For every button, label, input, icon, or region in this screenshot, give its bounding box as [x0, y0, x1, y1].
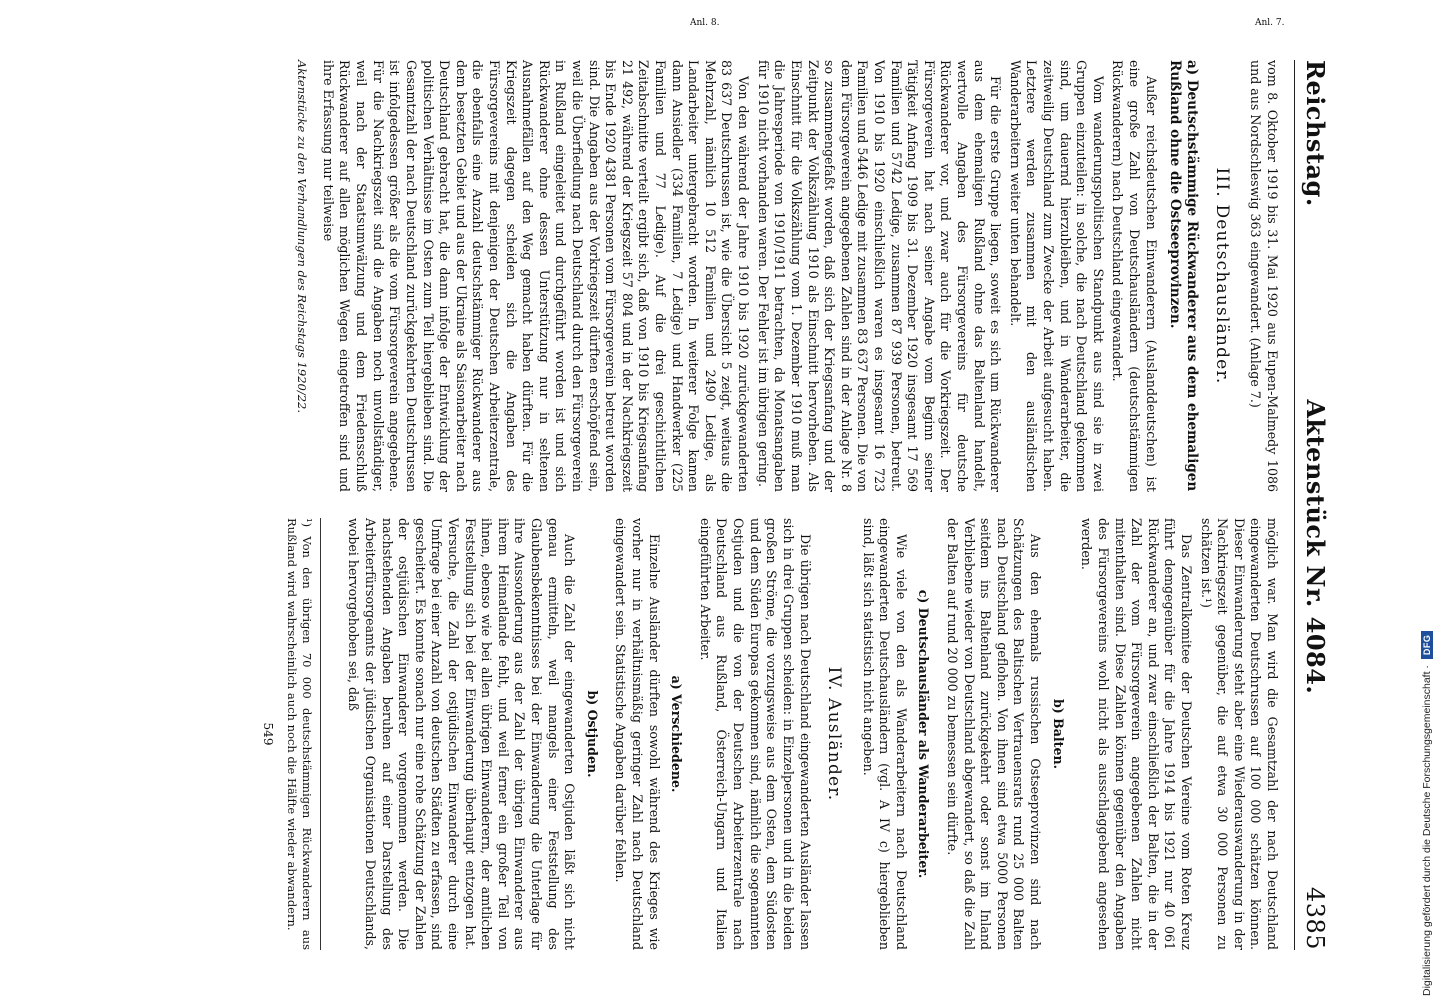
paragraph: Die übrigen nach Deutschland eingewanderten Ausländer lassen sich in drei Gruppen scheiden: in Einzelpersonen und in die beiden großen Ströme, die vorzugsweise aus dem Osten, dem Südosten und dem Süden Europas gekommen sind, nämlich die sogenannten Ostjuden und die von der Deutschen Arbeiterzentrale nach Deutschland aus Rußland, Österreich-Ungarn und Italien eingeführten Arbeiter.	[697, 518, 813, 950]
subheading-b-ostjuden: b) Ostjuden.	[584, 690, 600, 778]
subheading-a: a) Deutschstämmige Rückwanderer aus dem ehemaligen Rußland ohne die Ostseeprovinzen.	[1166, 60, 1201, 492]
page-header	[1294, 60, 1330, 950]
subheading-c: c) Deutschausländer als Wanderarbeiter.	[916, 589, 932, 879]
paragraph: Vom wanderungspolitischen Standpunkt aus sind sie in zwei Gruppen einzuteilen: in solche, die nach Deutschland gekommen sind, um dauernd hierzubleiben, und in Wanderarbeiter, die zeitweilig Deutschland zum Zwecke der Arbeit aufgesucht haben. Letztere werden zusammen mit den ausländischen Wanderarbeitern weiter unten behandelt.	[1007, 60, 1106, 492]
paragraph: Wie viele von den als Wanderarbeitern nach Deutschland eingewanderten Deutschausländern (vgl. A IV c) hiergeblieben sind, läßt sich statistisch nicht angeben.	[860, 518, 909, 950]
paragraph: möglich war. Man wird die Gesamtzahl der nach Deutschland eingewanderten Deutschrussen auf 100 000 schätzen können. Dieser Einwanderung steht aber eine Wiederauswanderung in der Nachkriegszeit gegenüber, die auf etwa 30 000 Personen zu schätzen ist.¹)	[1198, 518, 1280, 950]
side-notice-text-row	[1421, 36, 1433, 996]
paragraph: Aus den ehemals russischen Ostseeprovinzen sind nach Schätzungen des Baltischen Vertrauensrats rund 25 000 Balten nach Deutschland geflohen. Von ihnen sind etwa 5000 Personen seitdem ins Baltenland zurückgekehrt oder sonst im Inland Verbliebene wieder von Deutschland abgewandert, so daß die Zahl der Balten auf rund 20 000 zu bemessen sein dürfte.	[945, 518, 1044, 950]
header-left: Reichstag.	[1301, 60, 1330, 207]
footnote: ¹) Von den übrigen 70 000 deutschstämmigen Rückwanderern aus Rußland wird wahrscheinlich auch noch die Hälfte wieder abwandern.	[283, 518, 320, 950]
paragraph: Für die erste Gruppe liegen, soweit es sich um Rückwanderer aus dem ehemaligen Rußland ohne das Baltenland handelt, wertvolle Angaben des Fürsorgevereins für deutsche Rückwanderer vor, und zwar auch für die Vorkriegszeit. Der Fürsorgeverein hat nach seiner Angabe vom Beginn seiner Tätigkeit Anfang 1909 bis 31. Dezember 1920 insgesamt 17 569 Familien und 5742 Ledige, zusammen 87 939 Personen, betreut. Von 1910 bis 1920 einschließlich waren es insgesamt 16 723 Familien und 5446 Ledige mit zusammen 83 637 Personen. Die von dem Fürsorgeverein angegebenen Zahlen sind in der Anlage Nr. 8 so zusammengefaßt worden, daß sich der Kriegsanfang und der Zeitpunkt der Volkszählung 1910 als Einschnitt hervorheben. Als Einschnitt für die Volkszählung vom 1. Dezember 1910 muß man die Jahresperiode von 1910/1911 betrachten, da Monatsangaben für 1910 nicht vorhanden waren. Der Fehler ist im übrigen gering.	[755, 60, 1004, 492]
margin-note-anlage-8: Anl. 8.	[690, 18, 720, 28]
subheading-a-verschiedene: a) Verschiedene.	[669, 675, 685, 793]
right-column	[80, 518, 1280, 950]
section-heading-iv: IV. Ausländer.	[823, 666, 844, 802]
paragraph: vom 8. Oktober 1919 bis 31. Mai 1920 aus Eupen-Malmedy 1086 und aus Nordschleswig 363 eingewandert. (Anlage 7.)	[1248, 60, 1280, 492]
section-heading-iii: III. Deutschausländer.	[1211, 167, 1232, 385]
paragraph: Außer reichsdeutschen Einwanderern (Auslanddeutschen) ist eine große Zahl von Deutschausländern (deutschstämmigen Rückwanderern) nach Deutschland eingewandert.	[1110, 60, 1159, 492]
paragraph: Auch die Zahl der eingewanderten Ostjuden läßt sich nicht genau ermitteln, weil mangels einer Feststellung des Glaubensbekenntnisses bei der Einwanderung die Unterlage für ihre Aussonderung aus der Zahl der übrigen Einwanderer aus ihrem Heimatlande fehlt, und weil ferner ein großer Teil von ihnen, ebenso wie bei allen übrigen Einwanderern, der amtlichen Feststellung sich bei der Einwanderung überhaupt entzogen hat. Versuche, die Zahl der ostjüdischen Einwanderer durch eine Umfrage bei einer Anzahl von deutschen Städten zu erfassen, sind gescheitert. Es konnte sonach nur eine rohe Schätzung der Zahlen der ostjüdischen Einwanderer vorgenommen werden. Die nachstehenden Angaben beruhen auf einer Darstellung des Arbeiterfürsorgeamts der jüdischen Organisationen Deutschlands, wobei hervorgehoben sei, daß	[346, 518, 578, 950]
text-columns	[80, 60, 1280, 950]
left-column	[80, 60, 1280, 492]
header-title: Aktenstück Nr. 4084.	[1301, 399, 1330, 695]
funding-notice: Digitalisierung gefördert durch die Deutsche Forschungsgemeinschaft ·	[1421, 665, 1433, 996]
dfg-logo: DFG	[1421, 631, 1433, 660]
page-number: 4385	[1301, 886, 1329, 950]
paragraph: Das Zentralkomitee der Deutschen Vereine vom Roten Kreuz führt demgegenüber für die Jahre 1914 bis 1921 nur 40 061 Rückwanderer an, und zwar einschließlich der Balten, die in der Zahl der vom Fürsorgeverein angegebenen Zahlen nicht mitenthalten sind. Diese Zahlen können gegenüber den Angaben des Fürsorgevereins wohl nicht als ausschlaggebend angesehen werden.	[1079, 518, 1194, 950]
paragraph: Von den während der Jahre 1910 bis 1920 zurückgewanderten 83 637 Deutschrussen ist, wie die Übersicht 5 zeigt, weitaus die Mehrzahl, nämlich 10 512 Familien und 2490 Ledige, als Landarbeiter untergebracht worden. In weiterer Folge kamen dann Ansiedler (334 Familien, 7 Ledige) und Handwerker (225 Familien und 77 Ledige). Auf die drei geschichtlichen Zeitabschnitte verteilt ergibt sich, daß von 1910 bis Kriegsanfang 21 492, während der Kriegszeit 57 804 und in der Nachkriegszeit bis Ende 1920 4381 Personen vom Fürsorgeverein betreut worden sind. Die Angaben aus der Vorkriegszeit dürften erschöpfend sein, weil die Überfiedlung nach Deutschland durch den Fürsorgeverein in Rußland eingeleitet und durchgeführt worden ist und sich Rückwanderer ohne dessen Unterstützung nur in seltenen Ausnahmefällen auf den Weg gemacht haben dürften. Für die Kriegszeit dagegen scheiden sich die Angaben des Fürsorgevereins mit denjenigen der Deutschen Arbeiterzentrale, die ebenfalls eine Anzahl deutschstämmiger Rückwanderer aus dem besetzten Gebiet und aus der Ukraine als Saisonarbeiter nach Deutschland gebracht hat, die dann infolge der Entwicklung der politischen Verhältnisse im Osten zum Teil hiergeblieben sind. Die Gesamtzahl der nach Deutschland zurückgekehrten Deutschrussen ist infolgedessen größer als die vom Fürsorgeverein angegebene. Für die Nachkriegszeit sind die Angaben noch unvollständiger, weil nach der Staatsumwälzung und dem Friedensschluß Rückwanderer auf allen möglichen Wegen eingetroffen sind und ihre Erfassung nur teilweise	[320, 60, 752, 492]
subheading-b-balten: b) Balten.	[1050, 698, 1066, 770]
side-notice	[1393, 6, 1433, 996]
page-foot-number: 549	[261, 722, 276, 746]
margin-note-anlage-7: Anl. 7.	[1255, 18, 1285, 28]
source-footer: Aktenstücke zu den Verhandlungen des Reichstags 1920/22.	[295, 60, 310, 414]
paragraph: Einzelne Ausländer dürften sowohl während des Krieges wie vorher nur in verhältnismäßig geringer Zahl nach Deutschland eingewandert sein. Statistische Angaben darüber fehlen.	[613, 518, 662, 950]
